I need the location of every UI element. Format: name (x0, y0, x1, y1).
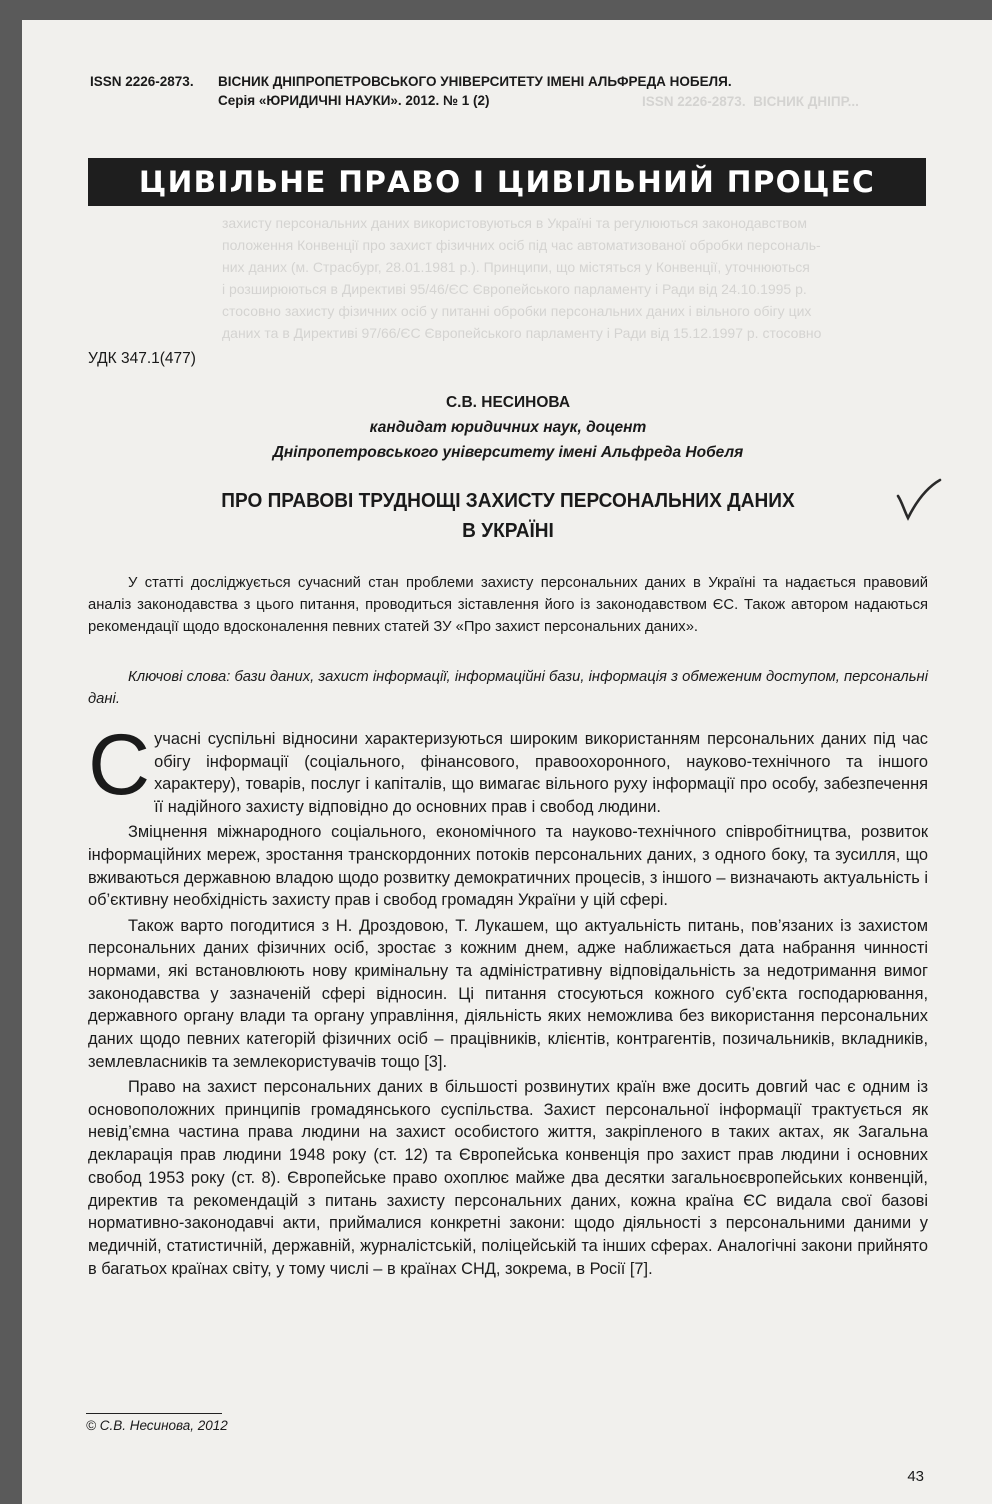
bleed-through-text: ISSN 2226-2873. ВІСНИК ДНІПР... (642, 94, 859, 109)
udc-code: УДК 347.1(477) (88, 350, 196, 367)
keywords: Ключові слова: бази даних, захист інформації, інформаційні бази, інформація з обмеженим доступом, персональні дані. (88, 669, 928, 707)
body-paragraph-1: Сучасні суспільні відносини характеризуються широким використанням персональних даних під час обігу інформації (соціального, фінансового, правоохоронного, науково-технічного та іншого характеру), товарів, послуг і капіталів, що вимагає вільного руху інформації про особу, забезпечення її надійного захисту відповідно до основних прав і свобод людини. (88, 717, 928, 817)
issn: ISSN 2226-2873. (90, 74, 194, 89)
article-title-line-1: ПРО ПРАВОВІ ТРУДНОЩІ ЗАХИСТУ ПЕРСОНАЛЬНИХ ДАНИХ (221, 489, 795, 512)
footnote-rule (86, 1413, 222, 1414)
drop-cap: С (88, 717, 151, 813)
author-name: С.В. НЕСИНОВА (445, 394, 571, 411)
pen-checkmark-icon (894, 478, 944, 524)
article-title (117, 486, 898, 546)
article-body (88, 717, 928, 1283)
body-paragraph-2: Зміцнення міжнародного соціального, економічного та науково-технічного співробітництва, розвиток інформаційних мереж, зростання транскордонних потоків персональних даних, з одного боку, та зусилля, що вживаються державною владою щодо розвитку демократичних процесів, з іншого – визначають актуальність і об’єктивну необхідність захисту прав і свобод громадян України у цій сфері. (88, 823, 928, 910)
body-paragraph-4: Право на захист персональних даних в більшості розвинутих країн вже досить довгий час є одним із основоположних принципів громадянського суспільства. Захист персональної інформації трактується як невід’ємна частина права людини на захист особистого життя, закріпленого в таких актах, як Загальна декларація прав людини 1948 року (ст. 12) та Європейська конвенція про захист прав людини і основних свобод 1953 року (ст. 8). Європейське право охоплює майже два десятки загальноєвропейських конвенцій, директив та рекомендацій з питань захисту персональних даних, кожна країна ЄС видала свої базові нормативно-законодавчі акти, приймалися конкретні закони: щодо діяльності з персональними даними у медичній, статистичній, державній, журналістській, поліцейській та інших сферах. Аналогічні закони прийнято в багатьох країнах світу, у тому числі – в країнах СНД, зокрема, в Росії [7]. (88, 1078, 928, 1278)
author-affiliation: Дніпропетровського університету імені Альфреда Нобеля (272, 444, 744, 461)
body-paragraph-3: Також варто погодитися з Н. Дроздовою, Т. Лукашем, що актуальність питань, пов’язаних із захистом персональних даних фізичних осіб, зростає з кожним днем, адже наближається дата набрання чинності нормами, які встановлюють нову кримінальну та адміністративну відповідальність за недотримання вимог законодавства у зазначеній сфері відносин. Ці питання стосуються кожного суб’єкта господарювання, державного органу влади та органу управління, діяльність яких неможлива без використання персональних даних щодо певних категорій фізичних осіб – працівників, клієнтів, контрагентів, позичальників, вкладників, землевласників та землекористувачів тощо [3]. (88, 916, 928, 1071)
author-degree: кандидат юридичних наук, доцент (369, 419, 647, 436)
page-number: 43 (907, 1468, 924, 1485)
article-title-line-2: В УКРАЇНІ (462, 519, 554, 542)
journal-name: ВІСНИК ДНІПРОПЕТРОВСЬКОГО УНІВЕРСИТЕТУ ІМЕНІ АЛЬФРЕДА НОБЕЛЯ. (218, 74, 732, 89)
copyright-footnote: © С.В. Несинова, 2012 (86, 1418, 228, 1433)
abstract: У статті досліджується сучасний стан проблеми захисту персональних даних в Україні та надається правовий аналіз законодавства з цього питання, проводиться зіставлення його із законодавством ЄС. Також автором надаються рекомендації щодо вдосконалення певних статей ЗУ «Про захист персональних даних». (88, 575, 928, 635)
journal-page (22, 20, 992, 1504)
journal-series: Серія «ЮРИДИЧНІ НАУКИ». 2012. № 1 (2) (218, 93, 490, 108)
author-block (88, 390, 928, 465)
bleed-through-block: захисту персональних даних використовуються в Україні та регулюються законодавством положення Конвенції про захист фізичних осіб під час автоматизованої обробки персональ- них даних (м. Страсбург, 28.01.1981 р.). Принципи, що містяться у Конвенції, уточнюються і розширюються в Директиві 95/46/ЄС Європейського парламенту і Ради від 24.10.1995 р. стосовно захисту фізичних осіб у питанні обробки персональних даних і вільного обігу цих даних та в Директиві 97/66/ЄС Європейського парламенту і Ради від 15.12.1997 р. стосовно (222, 215, 822, 341)
journal-header (90, 72, 930, 110)
section-banner: ЦИВІЛЬНЕ ПРАВО І ЦИВІЛЬНИЙ ПРОЦЕС (88, 158, 926, 206)
